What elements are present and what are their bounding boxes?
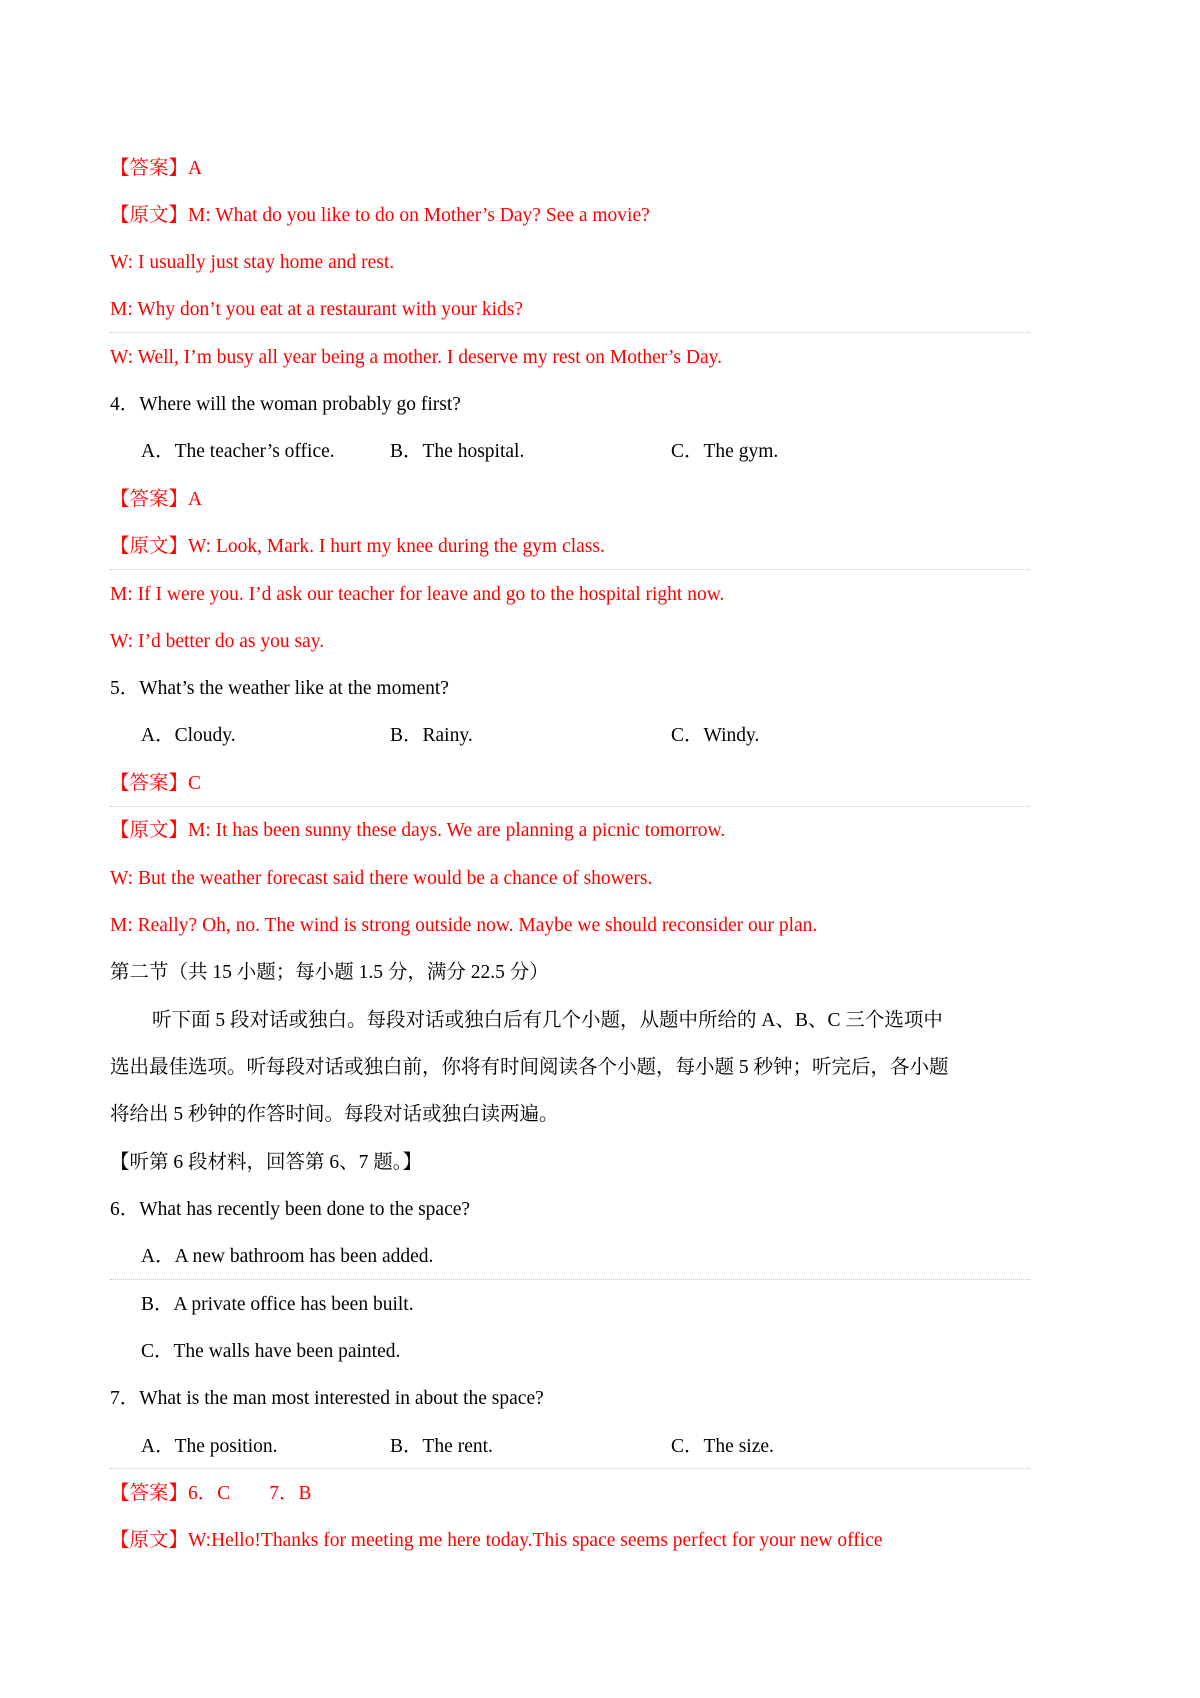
transcript-5-line-3: M: Really? Oh, no. The wind is strong outside now. Maybe we should reconsider our plan. [110,915,818,936]
transcript-3-line-4: W: Well, I’m busy all year being a mother. I deserve my rest on Mother’s Day. [110,347,722,368]
transcript-6-line-1: 【原文】W:Hello!Thanks for meeting me here today.This space seems perfect for your new office [110,1530,883,1551]
transcript-5-line-2: W: But the weather forecast said there would be a chance of showers. [110,868,653,889]
question-4-option-a: A．The teacher’s office. [141,441,335,462]
answer-3: 【答案】A [110,158,203,179]
question-5-option-c: C．Windy. [671,725,760,746]
transcript-4-line-3: W: I’d better do as you say. [110,631,325,652]
transcript-3-line-1: 【原文】M: What do you like to do on Mother’s Day? See a movie? [110,205,650,226]
question-6-option-c: C．The walls have been painted. [141,1341,401,1362]
instructions-line-2: 选出最佳选项。听每段对话或独白前，你将有时间阅读各个小题，每小题 5 秒钟；听完后，各小题 [110,1057,949,1078]
dotted-divider [110,1468,1030,1469]
question-4-option-b: B．The hospital. [390,441,525,462]
question-6-option-b: B．A private office has been built. [141,1294,414,1315]
question-7: 7．What is the man most interested in about the space? [110,1388,544,1409]
dotted-divider [110,332,1030,333]
transcript-4-line-2: M: If I were you. I’d ask our teacher for leave and go to the hospital right now. [110,584,725,605]
answer-4: 【答案】A [110,489,203,510]
question-7-option-a: A．The position. [141,1436,278,1457]
question-4: 4．Where will the woman probably go first? [110,394,461,415]
instructions-line-3: 将给出 5 秒钟的作答时间。每段对话或独白读两遍。 [110,1104,559,1125]
question-4-option-c: C．The gym. [671,441,779,462]
question-5-option-a: A．Cloudy. [141,725,236,746]
dotted-divider [110,806,1030,807]
transcript-4-line-1: 【原文】W: Look, Mark. I hurt my knee during the gym class. [110,536,605,557]
question-6-option-a: A．A new bathroom has been added. [141,1246,434,1267]
question-7-option-c: C．The size. [671,1436,774,1457]
instructions-line-1: 听下面 5 段对话或独白。每段对话或独白后有几个小题，从题中所给的 A、B、C 三个选项中 [152,1010,943,1031]
question-5-option-b: B．Rainy. [390,725,473,746]
question-5: 5．What’s the weather like at the moment? [110,678,449,699]
dotted-divider [110,1279,1030,1280]
listening-material-6-heading: 【听第 6 段材料，回答第 6、7 题。】 [110,1152,423,1173]
transcript-3-line-3: M: Why don’t you eat at a restaurant with your kids? [110,299,524,320]
question-6: 6．What has recently been done to the space? [110,1199,471,1220]
transcript-5-line-1: 【原文】M: It has been sunny these days. We are planning a picnic tomorrow. [110,820,726,841]
dotted-divider [110,569,1030,570]
question-7-option-b: B．The rent. [390,1436,493,1457]
answer-6-7: 【答案】6．C 7．B [110,1483,312,1504]
answer-5: 【答案】C [110,773,202,794]
transcript-3-line-2: W: I usually just stay home and rest. [110,252,395,273]
section-2-heading: 第二节（共 15 小题；每小题 1.5 分，满分 22.5 分） [110,962,549,983]
